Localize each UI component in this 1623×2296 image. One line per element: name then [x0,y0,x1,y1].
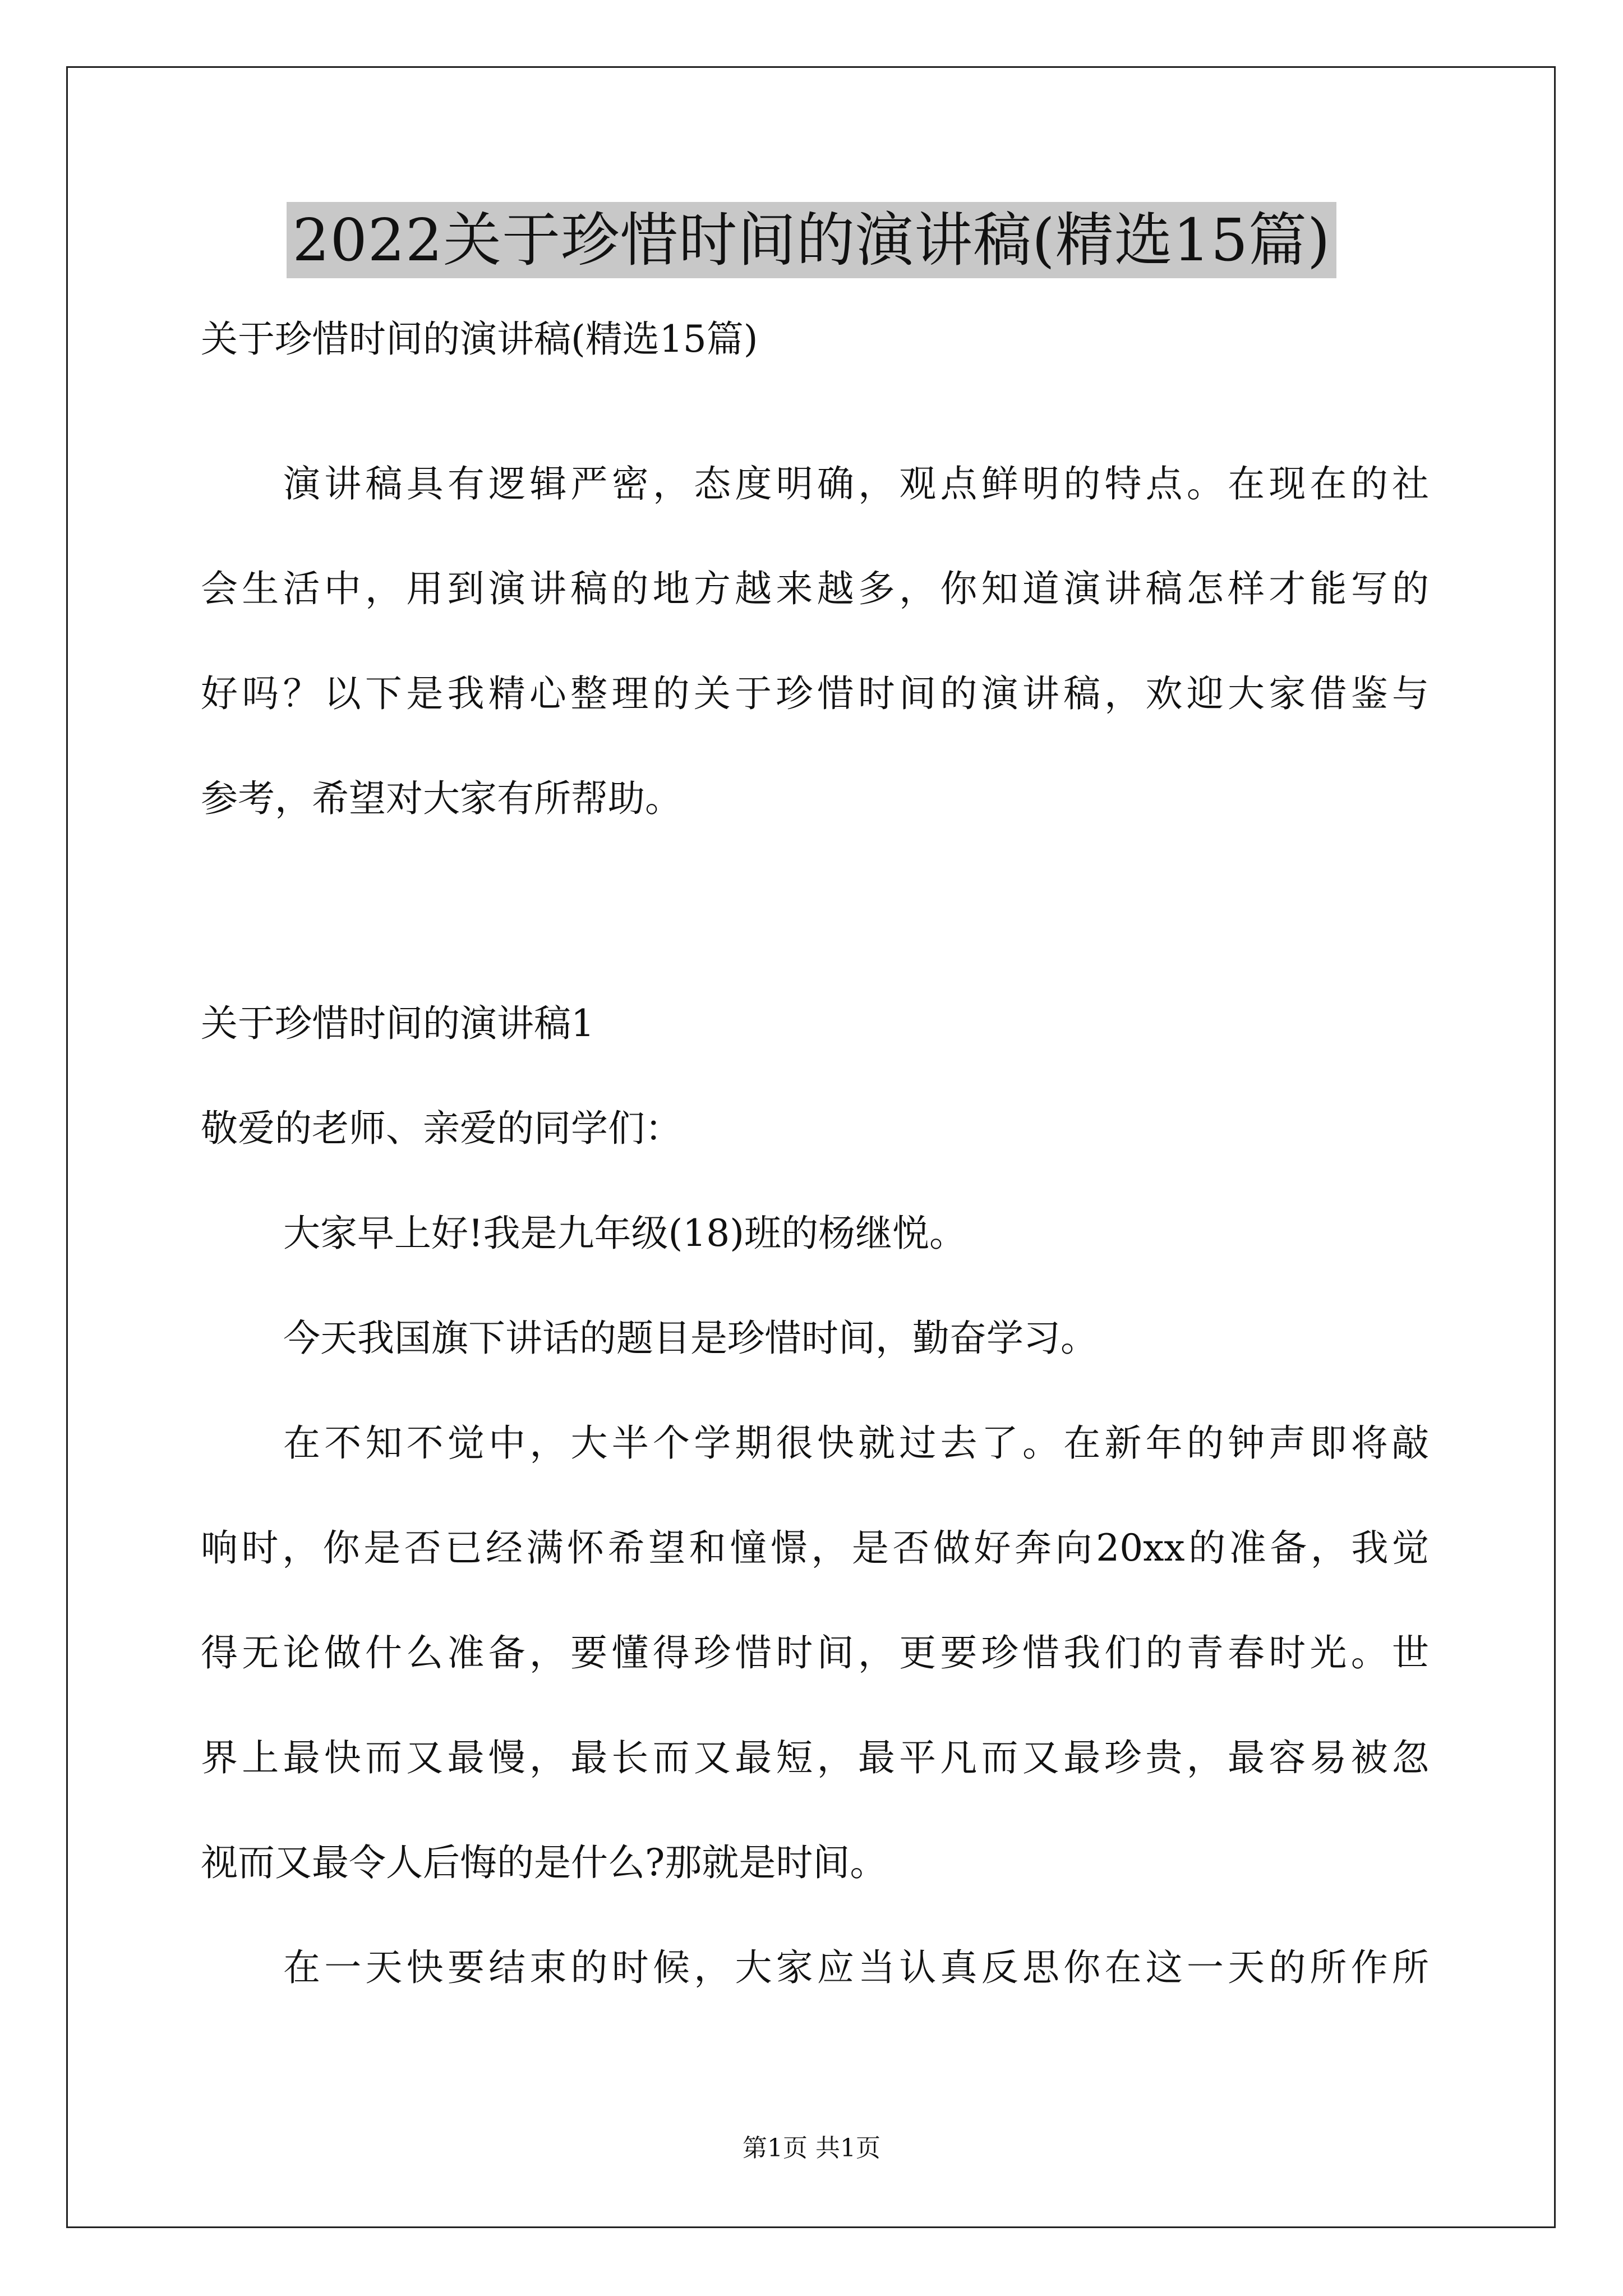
paragraph: 大家早上好!我是九年级(18)班的杨继悦。 [283,1212,967,1255]
paragraph: 今天我国旗下讲话的题目是珍惜时间，勤奋学习。 [283,1317,1098,1360]
document-subtitle: 关于珍惜时间的演讲稿(精选15篇) [201,318,758,361]
paragraph-line: 响时，你是否已经满怀希望和憧憬，是否做好奔向20xx的准备，我觉 [201,1526,1429,1570]
title-container [0,202,1623,278]
paragraph-line: 得无论做什么准备，要懂得珍惜时间，更要珍惜我们的青春时光。世 [201,1631,1429,1674]
paragraph-line: 在一天快要结束的时候，大家应当认真反思你在这一天的所作所 [283,1946,1429,1989]
paragraph-line: 在不知不觉中，大半个学期很快就过去了。在新年的钟声即将敲 [283,1421,1429,1465]
intro-line: 参考，希望对大家有所帮助。 [201,777,682,820]
page-footer: 第1页 共1页 [743,2134,880,2162]
intro-line: 会生活中，用到演讲稿的地方越来越多，你知道演讲稿怎样才能写的 [201,567,1429,610]
paragraph-line: 界上最快而又最慢，最长而又最短，最平凡而又最珍贵，最容易被忽 [201,1736,1429,1779]
intro-line: 好吗？以下是我精心整理的关于珍惜时间的演讲稿，欢迎大家借鉴与 [201,672,1429,715]
paragraph-line: 视而又最令人后悔的是什么?那就是时间。 [201,1841,887,1884]
intro-line: 演讲稿具有逻辑严密，态度明确，观点鲜明的特点。在现在的社 [283,462,1429,505]
document-title: 2022关于珍惜时间的演讲稿(精选15篇) [287,202,1336,278]
salutation: 敬爱的老师、亲爱的同学们： [201,1107,682,1150]
section-heading: 关于珍惜时间的演讲稿1 [201,1002,594,1045]
